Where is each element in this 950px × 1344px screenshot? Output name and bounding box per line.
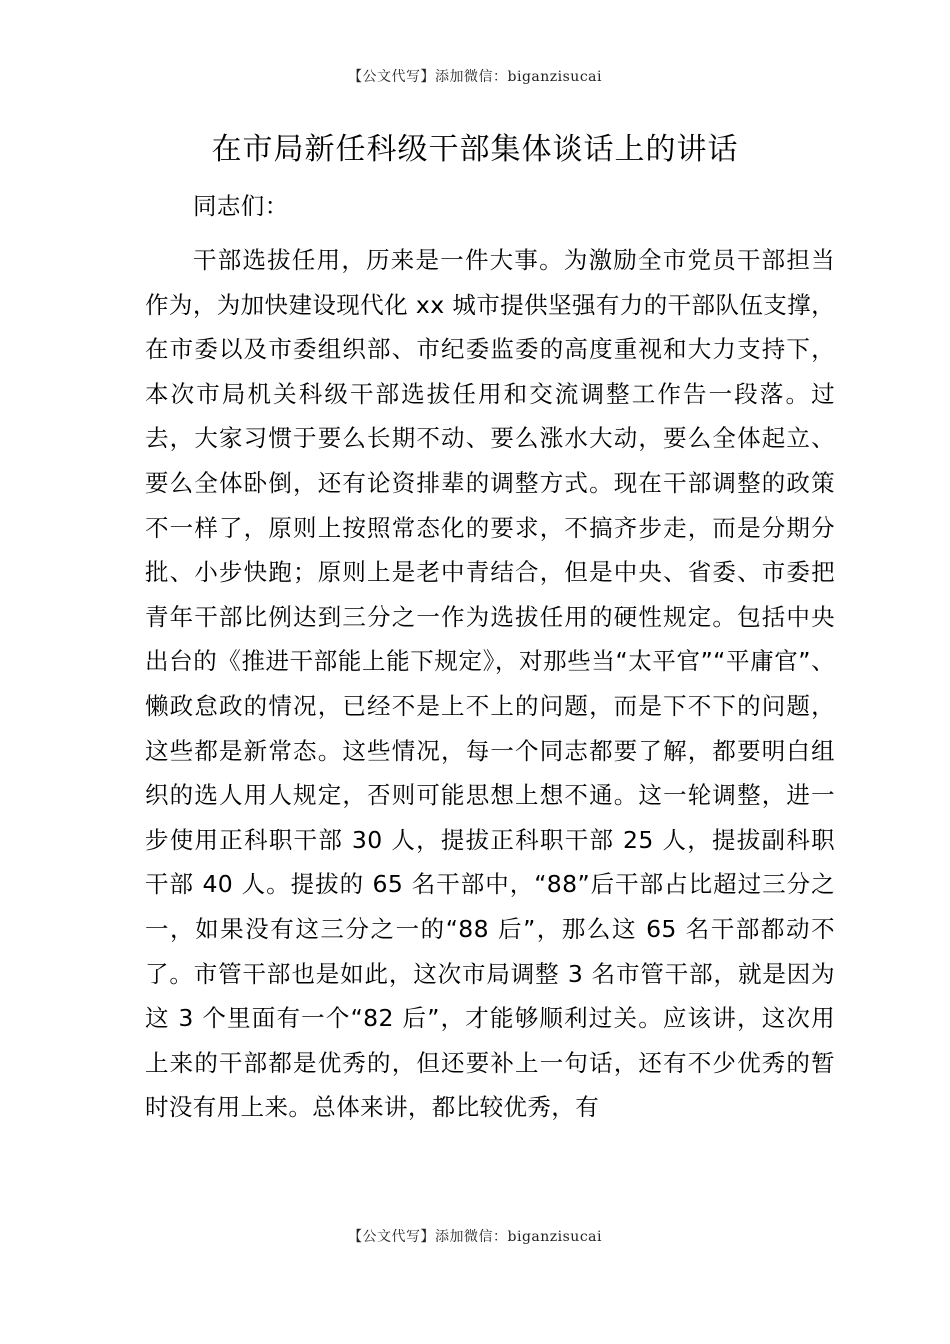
footer-note: 【公文代写】添加微信：biganzisucai [348,1229,602,1245]
body-paragraph: 干部选拔任用，历来是一件大事。为激励全市党员干部担当作为，为加快建设现代化 xx 城市提供坚强有力的干部队伍支撑，在市委以及市委组织部、市纪委监委的高度重视和大力支持下，本次市局机关科级干部选拔任用和交流调整工作告一段落。过去，大家习惯于要么长期不动、要么涨水大动，要么全体起立、要么全体卧倒，还有论资排辈的调整方式。现在干部调整的政策不一样了，原则上按照常态化的要求，不搞齐步走，而是分期分批、小步快跑；原则上是老中青结合，但是中央、省委、市委把青年干部比例达到三分之一作为选拔任用的硬性规定。包括中央出台的《推进干部能上能下规定》，对那些当“太平官”“平庸官”、懒政怠政的情况，已经不是上不上的问题，而是下不下的问题，这些都是新常态。这些情况，每一个同志都要了解，都要明白组织的选人用人规定，否则可能思想上想不通。这一轮调整，进一步使用正科职干部 30 人，提拔正科职干部 25 人，提拔副科职干部 40 人。提拔的 65 名干部中，“88”后干部占比超过三分之一，如果没有这三分之一的“88 后”，那么这 65 名干部都动不了。市管干部也是如此，这次市局调整 3 名市管干部，就是因为这 3 个里面有一个“82 后”，才能够顺利过关。应该讲，这次用上来的干部都是优秀的，但还要补上一句话，还有不少优秀的暂时没有用上来。总体来讲，都比较优秀，有 [145,246,835,1122]
document-title: 在市局新任科级干部集体谈话上的讲话 [211,132,739,167]
header-note: 【公文代写】添加微信：biganzisucai [348,69,602,85]
salutation: 同志们： [193,192,289,220]
